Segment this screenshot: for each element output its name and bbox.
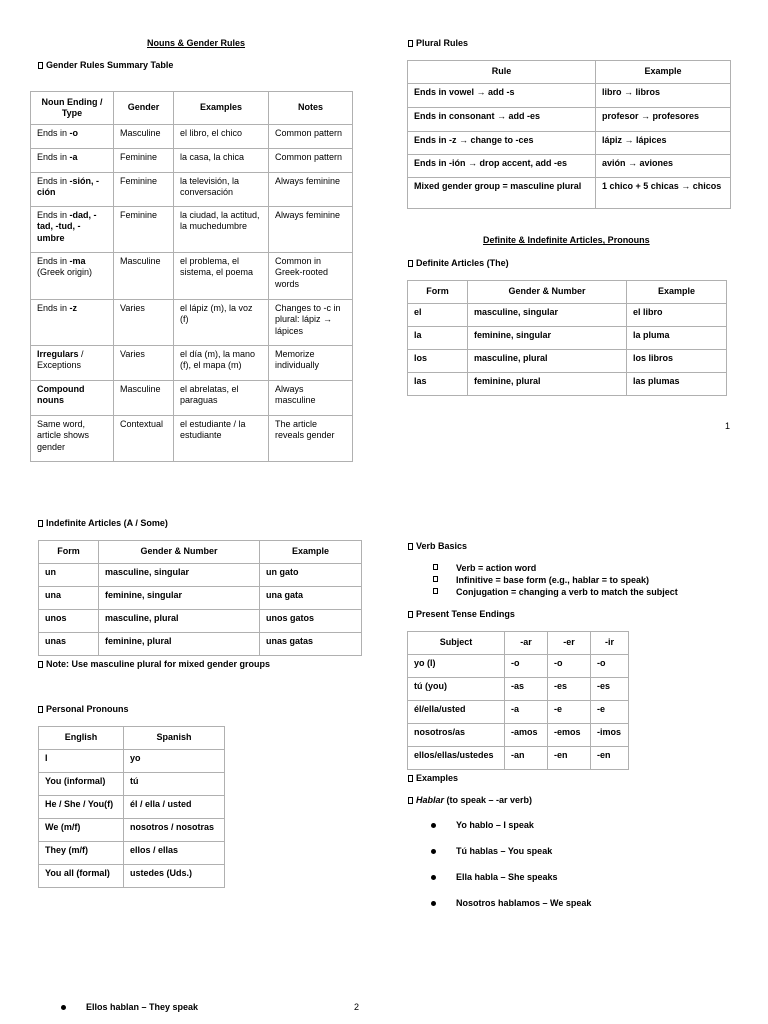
examples-cell: el libro, el chico <box>174 125 269 149</box>
table-cell: feminine, singular <box>468 327 627 350</box>
table-cell: unos <box>39 610 99 633</box>
hablar-example-text: Tú hablas – You speak <box>456 846 553 856</box>
table-cell: -as <box>505 678 548 701</box>
cell-text: Ends in <box>37 256 70 266</box>
table-cell: las plumas <box>627 373 727 396</box>
bullet-icon <box>431 823 436 828</box>
table-row <box>31 149 353 173</box>
gender-cell: Feminine <box>114 149 174 173</box>
table-cell: -o <box>591 655 629 678</box>
table-cell: -emos <box>548 724 591 747</box>
table-cell: 1 chico + 5 chicas → chicos <box>596 178 731 209</box>
table-cell: ellos / ellas <box>124 842 225 865</box>
table-cell: tú (you) <box>408 678 505 701</box>
gender-rules-table <box>30 91 353 462</box>
table-row <box>408 724 629 747</box>
col-header: Examples <box>174 92 269 125</box>
notes-cell: Common in Greek-rooted words <box>269 253 353 300</box>
examples-heading: Examples <box>408 773 458 784</box>
cell-text-bold: -ma <box>69 256 86 266</box>
noun-ending-cell <box>31 253 114 300</box>
hablar-heading: Hablar (to speak – -ar verb) <box>408 795 532 806</box>
hablar-example-text: Nosotros hablamos – We speak <box>456 898 592 908</box>
verb-basics-item <box>456 563 536 574</box>
bullet-icon <box>431 849 436 854</box>
heading-icon <box>408 797 413 804</box>
cell-text: Ends in <box>37 152 70 162</box>
table-cell: -e <box>548 701 591 724</box>
cell-text: Ends in <box>37 128 70 138</box>
heading-icon <box>408 260 413 267</box>
examples-cell: el lápiz (m), la voz (f) <box>174 300 269 346</box>
hablar-example-item <box>456 872 558 883</box>
table-cell: He / She / You(f) <box>39 796 124 819</box>
table-cell: profesor → profesores <box>596 108 731 132</box>
noun-ending-cell <box>31 346 114 381</box>
table-row <box>408 350 727 373</box>
table-row <box>408 304 727 327</box>
table-row <box>39 610 362 633</box>
table-cell: They (m/f) <box>39 842 124 865</box>
table-row <box>408 84 731 108</box>
definite-heading: Definite Articles (The) <box>408 258 509 269</box>
mixed-gender-note: Note: Use masculine plural for mixed gender groups <box>38 659 270 670</box>
gender-cell: Masculine <box>114 253 174 300</box>
table-cell: unas <box>39 633 99 656</box>
table-row <box>408 747 629 770</box>
gender-cell: Feminine <box>114 173 174 207</box>
heading-icon <box>38 706 43 713</box>
table-cell: Ends in -z → change to -ces <box>408 132 596 155</box>
bullet-icon <box>431 901 436 906</box>
table-row <box>408 655 629 678</box>
table-row <box>39 564 362 587</box>
verb-heading: Verb Basics <box>408 541 467 552</box>
noun-ending-cell <box>31 149 114 173</box>
table-cell: nosotros / nosotras <box>124 819 225 842</box>
col-header: Gender & Number <box>468 281 627 304</box>
notes-cell: Always masculine <box>269 381 353 416</box>
notes-cell: Common pattern <box>269 125 353 149</box>
verb-basics-text: Verb = action word <box>456 563 537 573</box>
present-heading: Present Tense Endings <box>408 609 515 620</box>
table-cell: un <box>39 564 99 587</box>
table-row <box>408 327 727 350</box>
table-cell: los <box>408 350 468 373</box>
cell-text-bold: -sión, -ción <box>37 176 100 198</box>
table-cell: él/ella/usted <box>408 701 505 724</box>
table-row <box>31 300 353 346</box>
examples-cell: la ciudad, la actitud, la muchedumbre <box>174 207 269 253</box>
table-row <box>39 773 225 796</box>
table-cell: una <box>39 587 99 610</box>
page1-title: Nouns & Gender Rules <box>147 38 246 48</box>
notes-cell: Common pattern <box>269 149 353 173</box>
gender-cell: Masculine <box>114 381 174 416</box>
cell-text-bold: Compound nouns <box>37 384 85 406</box>
col-header: Example <box>596 61 731 84</box>
table-cell: las <box>408 373 468 396</box>
heading-icon <box>38 520 43 527</box>
table-cell: -o <box>505 655 548 678</box>
table-row <box>31 207 353 253</box>
table-row <box>39 819 225 842</box>
table-cell: You (informal) <box>39 773 124 796</box>
table-row <box>31 173 353 207</box>
hablar-example-item <box>456 898 591 909</box>
table-row <box>39 633 362 656</box>
indefinite-heading: Indefinite Articles (A / Some) <box>38 518 168 529</box>
cell-text: (Greek origin) <box>37 267 93 278</box>
gender-cell: Varies <box>114 300 174 346</box>
table-cell: We (m/f) <box>39 819 124 842</box>
table-cell: libro → libros <box>596 84 731 108</box>
noun-ending-cell <box>31 300 114 346</box>
table-row <box>39 842 225 865</box>
table-cell: feminine, singular <box>99 587 260 610</box>
table-cell: -es <box>548 678 591 701</box>
col-header: -ir <box>591 632 629 655</box>
note-icon <box>38 661 43 668</box>
examples-cell: la casa, la chica <box>174 149 269 173</box>
table-row <box>31 253 353 300</box>
definite-articles-table <box>407 280 727 396</box>
hablar-example-text: Ella habla – She speaks <box>456 872 558 882</box>
examples-cell: el día (m), la mano (f), el mapa (m) <box>174 346 269 381</box>
table-cell: masculine, plural <box>99 610 260 633</box>
cell-text-bold: -a <box>69 152 78 162</box>
table-row <box>408 155 731 178</box>
col-header: Notes <box>269 92 353 125</box>
table-cell: -a <box>505 701 548 724</box>
table-row <box>31 346 353 381</box>
examples-cell: el abrelatas, el paraguas <box>174 381 269 416</box>
table-cell: yo (I) <box>408 655 505 678</box>
table-row <box>408 373 727 396</box>
heading-icon <box>408 775 413 782</box>
examples-cell: la televisión, la conversación <box>174 173 269 207</box>
table-cell: unos gatos <box>260 610 362 633</box>
table-cell: el libro <box>627 304 727 327</box>
heading-icon <box>38 62 43 69</box>
table-cell: -en <box>548 747 591 770</box>
gender-cell: Feminine <box>114 207 174 253</box>
table-cell: Ends in consonant → add -es <box>408 108 596 132</box>
verb-basics-item <box>456 587 678 598</box>
page-number: 2 <box>354 1002 360 1012</box>
personal-pronouns-table <box>38 726 225 888</box>
col-header: Spanish <box>124 727 225 750</box>
noun-ending-cell <box>31 173 114 207</box>
heading-icon <box>408 611 413 618</box>
table-cell: masculine, singular <box>99 564 260 587</box>
table-row <box>39 750 225 773</box>
indefinite-articles-table <box>38 540 362 656</box>
table-cell: la pluma <box>627 327 727 350</box>
table-cell: tú <box>124 773 225 796</box>
table-cell: nosotros/as <box>408 724 505 747</box>
table-cell: avión → aviones <box>596 155 731 178</box>
table-cell: -e <box>591 701 629 724</box>
page-number: 1 <box>725 421 731 431</box>
notes-cell: Changes to -c in plural: lápiz → lápices <box>269 300 353 346</box>
col-header: Example <box>627 281 727 304</box>
table-cell: -an <box>505 747 548 770</box>
table-row <box>31 416 353 462</box>
table-row <box>39 796 225 819</box>
noun-ending-cell <box>31 125 114 149</box>
table-cell: ellos/ellas/ustedes <box>408 747 505 770</box>
table-row <box>408 132 731 155</box>
col-header: -er <box>548 632 591 655</box>
table-row <box>408 701 629 724</box>
table-row <box>408 108 731 132</box>
table-row <box>39 587 362 610</box>
examples-cell: el estudiante / la estudiante <box>174 416 269 462</box>
cell-text: Same word, article shows gender <box>37 419 90 452</box>
table-cell: unas gatas <box>260 633 362 656</box>
table-cell: lápiz → lápices <box>596 132 731 155</box>
bullet-icon <box>61 1005 66 1010</box>
heading-icon <box>408 40 413 47</box>
table-row <box>31 125 353 149</box>
gender-cell: Masculine <box>114 125 174 149</box>
table-row <box>39 865 225 888</box>
col-header: Rule <box>408 61 596 84</box>
verb-basics-text: Infinitive = base form (e.g., hablar = to speak) <box>456 575 650 585</box>
hablar-example-text: Yo hablo – I speak <box>456 820 534 830</box>
table-cell: Ends in -ión → drop accent, add -es <box>408 155 596 178</box>
table-cell: feminine, plural <box>99 633 260 656</box>
table-cell: yo <box>124 750 225 773</box>
table-cell: -o <box>548 655 591 678</box>
col-header: Noun Ending / Type <box>31 92 114 125</box>
heading-icon <box>408 543 413 550</box>
cell-text-bold: -o <box>69 128 79 138</box>
col-header: Example <box>260 541 362 564</box>
checkbox-icon <box>433 564 438 570</box>
checkbox-icon <box>433 588 438 594</box>
plural-rules-table <box>407 60 731 209</box>
bottom-bullet-item: Ellos hablan – They speak <box>86 1002 198 1013</box>
gender-cell: Varies <box>114 346 174 381</box>
table-cell: ustedes (Uds.) <box>124 865 225 888</box>
cell-text: Ends in <box>37 303 70 313</box>
notes-cell: The article reveals gender <box>269 416 353 462</box>
notes-cell: Always feminine <box>269 173 353 207</box>
hablar-example-item <box>456 820 534 831</box>
pronouns-heading: Personal Pronouns <box>38 704 129 715</box>
table-cell: un gato <box>260 564 362 587</box>
table-cell: -imos <box>591 724 629 747</box>
cell-text-bold: Irregulars <box>37 349 79 359</box>
verb-basics-item <box>456 575 649 586</box>
table-cell: una gata <box>260 587 362 610</box>
notes-cell: Always feminine <box>269 207 353 253</box>
present-tense-table <box>407 631 629 770</box>
gender-table-heading: Gender Rules Summary Table <box>38 60 173 71</box>
table-cell: masculine, singular <box>468 304 627 327</box>
col-header: Form <box>39 541 99 564</box>
gender-cell: Contextual <box>114 416 174 462</box>
table-cell: feminine, plural <box>468 373 627 396</box>
table-cell: el <box>408 304 468 327</box>
col-header: -ar <box>505 632 548 655</box>
col-header: English <box>39 727 124 750</box>
table-cell: él / ella / usted <box>124 796 225 819</box>
cell-text-bold: -z <box>69 303 78 313</box>
table-cell: la <box>408 327 468 350</box>
cell-text-bold: -dad, -tad, -tud, -umbre <box>37 210 97 243</box>
table-row <box>408 178 731 209</box>
table-cell: You all (formal) <box>39 865 124 888</box>
noun-ending-cell <box>31 381 114 416</box>
verb-basics-text: Conjugation = changing a verb to match the subject <box>456 587 678 597</box>
col-header: Gender <box>114 92 174 125</box>
table-cell: masculine, plural <box>468 350 627 373</box>
col-header: Form <box>408 281 468 304</box>
col-header: Subject <box>408 632 505 655</box>
table-cell: Ends in vowel → add -s <box>408 84 596 108</box>
notes-cell: Memorize individually <box>269 346 353 381</box>
table-row <box>408 678 629 701</box>
table-cell: -en <box>591 747 629 770</box>
table-cell: -es <box>591 678 629 701</box>
noun-ending-cell <box>31 207 114 253</box>
cell-text: / Exceptions <box>37 349 84 371</box>
table-cell: Mixed gender group = masculine plural <box>408 178 596 209</box>
cell-text: Ends in <box>37 210 70 220</box>
table-cell: los libros <box>627 350 727 373</box>
examples-cell: el problema, el sistema, el poema <box>174 253 269 300</box>
col-header: Gender & Number <box>99 541 260 564</box>
plural-heading: Plural Rules <box>408 38 468 49</box>
bullet-icon <box>431 875 436 880</box>
checkbox-icon <box>433 576 438 582</box>
table-row <box>31 381 353 416</box>
noun-ending-cell <box>31 416 114 462</box>
table-cell: I <box>39 750 124 773</box>
cell-text: Ends in <box>37 176 70 186</box>
table-cell: -amos <box>505 724 548 747</box>
articles-title: Definite & Indefinite Articles, Pronouns <box>483 235 650 245</box>
hablar-example-item <box>456 846 552 857</box>
